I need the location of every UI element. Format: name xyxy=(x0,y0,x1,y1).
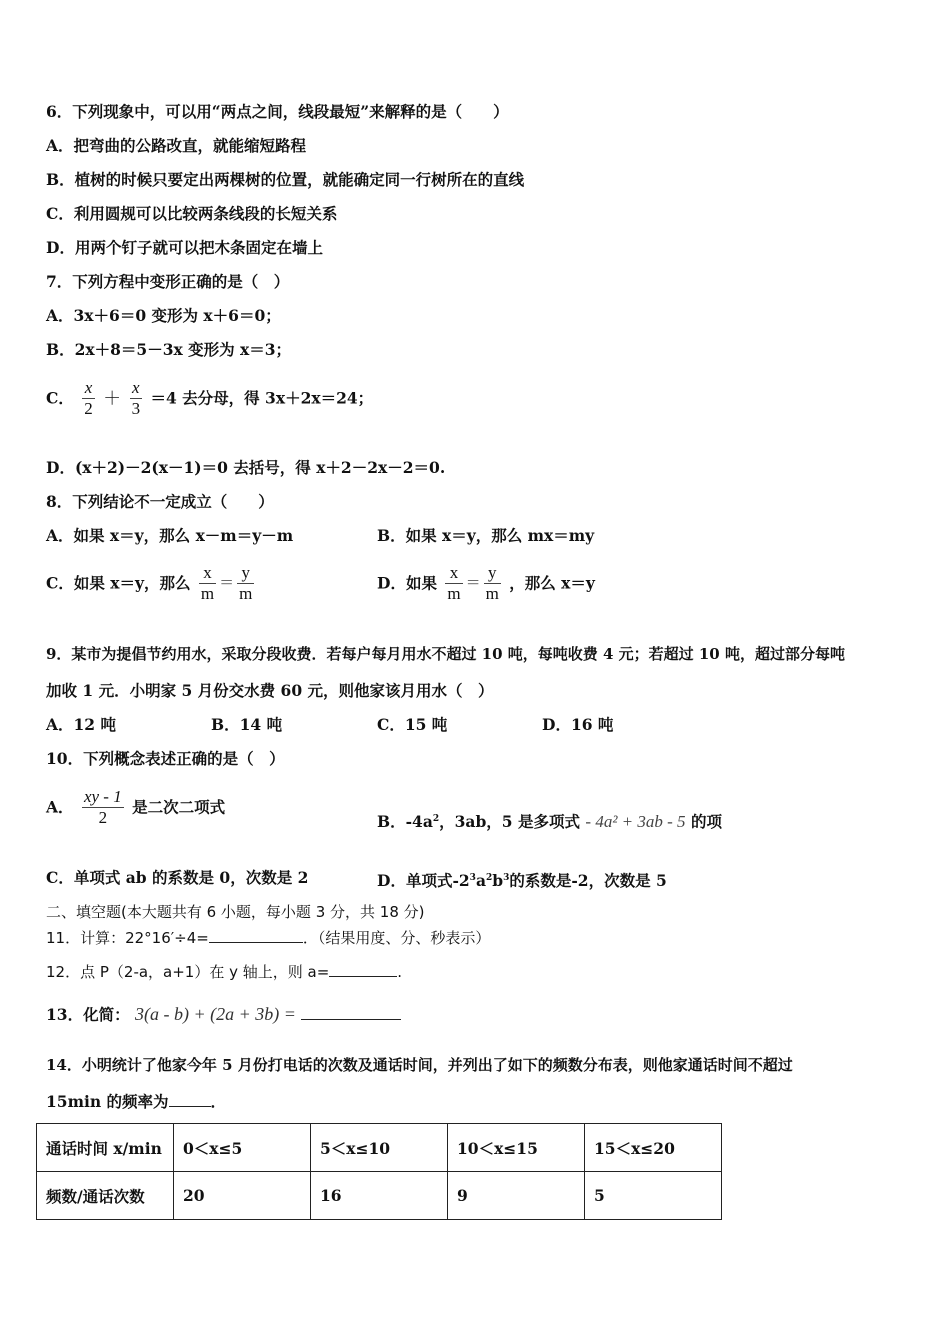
q7-stem: 7．下列方程中变形正确的是（ ） xyxy=(46,272,290,291)
q10-d-b: b xyxy=(492,871,504,891)
q10-d-pre: D．单项式-2 xyxy=(377,871,470,891)
q10-b-pre: B．-4a xyxy=(377,812,433,832)
q8-c-f2-den: m xyxy=(239,584,253,603)
q10-d-a: a xyxy=(475,871,486,891)
q8-d-fraction-2 xyxy=(484,563,501,604)
q8-c-label: C．如果 x＝y，那么 xyxy=(46,573,191,593)
q10-b-sup: 2 xyxy=(432,814,440,824)
table-header-cell: 15＜x≤20 xyxy=(585,1124,722,1172)
q14-line2-post: ． xyxy=(210,1092,227,1111)
q8-d-f2-num: y xyxy=(484,563,501,584)
q10-b-tail: 的项 xyxy=(690,812,722,832)
q8-stem: 8．下列结论不一定成立（ ） xyxy=(46,492,274,511)
q10-option-d xyxy=(377,868,667,891)
q7-c-f2-num: x xyxy=(130,378,143,399)
q7-c-f2-den: 3 xyxy=(131,399,141,418)
q8-c-fraction-1 xyxy=(199,563,216,604)
q10-b-polynomial: - 4a² + 3ab - 5 xyxy=(585,812,686,832)
q13-answer-blank[interactable] xyxy=(301,1019,401,1020)
q7-c-label: C． xyxy=(46,388,74,408)
q6-option-a: A．把弯曲的公路改直，就能缩短路程 xyxy=(46,136,307,155)
q12-answer-blank[interactable] xyxy=(329,976,397,977)
q8-d-f2-den: m xyxy=(485,584,499,603)
q6-option-d: D．用两个钉子就可以把木条固定在墙上 xyxy=(46,238,323,257)
q14-stem-line1: 14．小明统计了他家今年 5 月份打电话的次数及通话时间，并列出了如下的频数分布表，则他家通话时间不超过 xyxy=(46,1056,793,1074)
q8-c-f1-num: x xyxy=(199,563,216,584)
q8-c-fraction-2 xyxy=(237,563,254,604)
q7-c-f1-den: 2 xyxy=(84,399,93,418)
q8-d-tail: ，那么 x＝y xyxy=(509,573,595,593)
q8-d-f1-den: m xyxy=(447,584,461,603)
q8-option-c xyxy=(46,563,257,604)
q12-post: . xyxy=(397,963,403,981)
table-header-cell: 5＜x≤10 xyxy=(311,1124,448,1172)
q8-d-eq: ＝ xyxy=(465,575,481,592)
q14-answer-blank[interactable] xyxy=(169,1106,211,1107)
table-cell: 频数/通话次数 xyxy=(37,1172,174,1220)
q10-stem: 10．下列概念表述正确的是（ ） xyxy=(46,749,285,768)
q9-option-b: B．14 吨 xyxy=(211,715,283,734)
q10-d-sup1: 3 xyxy=(469,873,476,883)
q8-c-f2-num: y xyxy=(237,563,254,584)
q11 xyxy=(46,928,490,948)
q14-line2-pre: 15min 的频率为 xyxy=(46,1092,169,1111)
table-cell: 5 xyxy=(585,1172,722,1220)
q10-a-num: xy - 1 xyxy=(83,787,122,806)
q8-c-f1-den: m xyxy=(200,584,215,603)
q8-d-f1-num: x xyxy=(445,563,462,584)
q8-c-eq: ＝ xyxy=(219,575,235,592)
q8-d-label: D．如果 xyxy=(377,573,437,593)
q6-option-c: C．利用圆规可以比较两条线段的长短关系 xyxy=(46,204,338,223)
q9-stem-line1: 9．某市为提倡节约用水，采取分段收费．若每户每月用水不超过 10 吨，每吨收费 4 元；若超过 10 吨，超过部分每吨 xyxy=(46,645,845,663)
q7-option-b: B．2x＋8＝5－3x 变形为 x＝3； xyxy=(46,340,292,359)
q12 xyxy=(46,962,402,982)
table-cell: 9 xyxy=(448,1172,585,1220)
q10-option-c: C．单项式 ab 的系数是 0，次数是 2 xyxy=(46,868,309,887)
q14-stem-line2 xyxy=(46,1092,226,1112)
q6-stem: 6．下列现象中，可以用“两点之间，线段最短”来解释的是（ ） xyxy=(46,102,509,121)
section-2-heading: 二、填空题(本大题共有 6 小题，每小题 3 分，共 18 分) xyxy=(46,903,425,921)
q10-a-fraction xyxy=(82,787,124,828)
q7-c-fraction-2 xyxy=(130,378,143,419)
frequency-table xyxy=(36,1123,722,1220)
table-cell: 16 xyxy=(311,1172,448,1220)
table-header-cell: 通话时间 x/min xyxy=(37,1124,174,1172)
table-header-row xyxy=(37,1124,722,1172)
q13-pre: 13．化简： xyxy=(46,1005,130,1024)
table-cell: 20 xyxy=(174,1172,311,1220)
q8-option-b: B．如果 x＝y，那么 mx＝my xyxy=(377,526,595,545)
q7-option-a: A．3x＋6＝0 变形为 x＋6＝0； xyxy=(46,306,281,325)
q8-option-d xyxy=(377,563,595,604)
q11-pre: 11．计算：22°16′÷4= xyxy=(46,929,209,947)
q10-a-tail: 是二次二项式 xyxy=(132,797,226,817)
q10-option-a xyxy=(46,787,225,828)
q9-option-c: C．15 吨 xyxy=(377,715,448,734)
q7-option-d: D．(x＋2)－2(x－1)＝0 去括号，得 x＋2－2x－2＝0. xyxy=(46,458,446,477)
q10-option-b xyxy=(377,809,722,832)
q7-option-c xyxy=(46,378,373,419)
table-row xyxy=(37,1172,722,1220)
q9-option-d: D．16 吨 xyxy=(542,715,614,734)
q10-a-den: 2 xyxy=(98,808,108,827)
q9-stem-line2: 加收 1 元．小明家 5 月份交水费 60 元，则他家该月用水（ ） xyxy=(46,681,494,700)
q10-d-sup2: 2 xyxy=(485,873,493,883)
q10-d-tail: 的系数是-2，次数是 5 xyxy=(509,871,667,891)
q10-b-mid: ，3ab，5 是多项式 xyxy=(439,812,580,832)
q8-d-fraction-1 xyxy=(445,563,462,604)
q7-c-tail: ＝4 去分母，得 3x＋2x＝24； xyxy=(150,388,374,408)
q7-c-f1-num: x xyxy=(82,378,95,399)
q10-a-label: A． xyxy=(46,797,74,817)
q9-option-a: A．12 吨 xyxy=(46,715,116,734)
q7-c-fraction-1 xyxy=(82,378,95,419)
q11-post: ．（结果用度、分、秒表示） xyxy=(302,929,491,947)
q11-answer-blank[interactable] xyxy=(209,942,303,943)
q13-expression: 3(a - b) + (2a + 3b) = xyxy=(134,1004,296,1024)
table-header-cell: 10＜x≤15 xyxy=(448,1124,585,1172)
q12-pre: 12．点 P（2-a，a+1）在 y 轴上，则 a= xyxy=(46,963,330,981)
q8-option-a: A．如果 x＝y，那么 x－m＝y－m xyxy=(46,526,294,545)
q13 xyxy=(46,1004,401,1025)
q6-option-b: B．植树的时候只要定出两棵树的位置，就能确定同一行树所在的直线 xyxy=(46,170,525,189)
table-header-cell: 0＜x≤5 xyxy=(174,1124,311,1172)
q10-d-sup3: 3 xyxy=(503,873,510,883)
q7-c-plus: ＋ xyxy=(103,388,122,409)
